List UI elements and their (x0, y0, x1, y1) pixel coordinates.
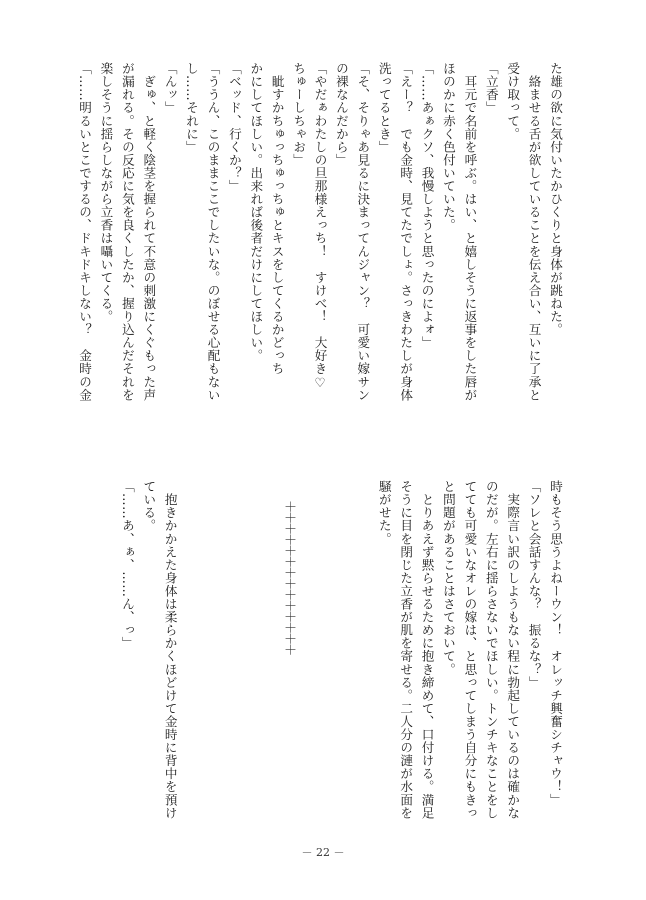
text-line: ている。 (141, 480, 157, 533)
text-line (266, 480, 287, 840)
text-line: 絡ませる舌が欲していることを伝え合い、互いに了承と (526, 62, 542, 402)
text-line: ほのかに赤く色付いていた。 (440, 62, 456, 232)
text-line (309, 480, 330, 840)
text-line: てても可愛いなオレの嫁は、と思ってしまう自分にもきっ (462, 480, 478, 820)
text-line (331, 480, 352, 840)
text-line: 騒がせた。 (376, 480, 392, 546)
text-line: かにしてほしい。出来れば後者だけにしてほしい。 (248, 62, 264, 363)
text-line: 「やだぁわたしの旦那様えっち！ すけべ！ 大好き♡ (312, 62, 328, 391)
text-line: 「ソレと会話すんな？ 振るな？」 (526, 480, 542, 689)
text-line: の裸なんだから」 (333, 62, 349, 167)
text-line: 受け取って。 (505, 62, 521, 141)
text-line: 「んッ」 (162, 62, 178, 115)
page-number: － 22 － (301, 846, 345, 859)
text-line: と問題があることはさておいて。 (440, 480, 456, 676)
text-line: 「……あぁクソ、我慢しようと思ったのによォ」 (419, 62, 435, 350)
text-line: ちゅーしちゃお」 (291, 62, 307, 167)
text-line: た雄の欲に気付いたかひくりと身体が跳ねた。 (548, 62, 563, 337)
text-line: 実際言い訳のしようもない程に勃起しているのは確かな (505, 480, 521, 820)
text-line: 「ううん、このままここでしたいな。のぼせる心配もない (205, 62, 221, 402)
text-line: 「そ、そりゃあ見るに決まってんジャン？ 可愛い嫁サン (355, 62, 371, 402)
text-line: とりあえず黙らせるために抱き締めて、口付ける。満足 (419, 480, 435, 820)
text-line (202, 480, 223, 840)
text-line: 抱きかかえた身体は柔らかくほどけて金時に背中を預け (162, 480, 178, 820)
scene-divider: ＋＋＋＋＋＋＋＋＋＋＋＋＋＋ (281, 500, 296, 654)
text-line: ぎゅ、と軽く陰茎を握られて不意の刺激にくぐもった声 (141, 62, 157, 402)
text-line: し……それに」 (184, 62, 200, 154)
text-line (245, 480, 266, 840)
text-line: 「ベッド、行くか？」 (226, 62, 242, 193)
text-line: 楽しそうに揺らしながら立香は囁いてくる。 (98, 62, 114, 323)
text-block-upper (77, 62, 566, 414)
text-line: そうに目を閉じた立香が肌を寄せる。二人分の漣が水面を (398, 480, 414, 820)
text-line: のだが。左右に揺らさないでほしい。トンチキなことをし (483, 480, 499, 820)
text-line (181, 480, 202, 840)
text-line: 「……あ、ぁ、……ん、っ」 (119, 480, 135, 650)
text-line: 耳元で名前を呼ぶ。はい、と嬉しそうに返事をした唇が (462, 62, 478, 402)
text-line: 「……明るいとこでするの、ドキドキしない？ 金時の金 (77, 62, 93, 402)
text-line (224, 480, 245, 840)
text-line: 眦すかちゅっちゅっちゅとキスをしてくるかどっち (269, 62, 285, 376)
text-line: 「立香」 (483, 62, 499, 115)
text-line: 「えー？ でも金時、見てたでしょ。さっきわたしが身体 (398, 62, 414, 402)
text-block-lower (119, 480, 566, 840)
text-line: が漏れる。その反応に気を良くしたか、握り込んだそれを (119, 62, 135, 402)
text-line: 時もそう思うよねーウン！ オレッチ興奮シチャウ！」 (548, 480, 563, 807)
text-line (288, 480, 309, 840)
text-line (352, 480, 373, 840)
text-line: 洗ってるとき」 (376, 62, 392, 154)
